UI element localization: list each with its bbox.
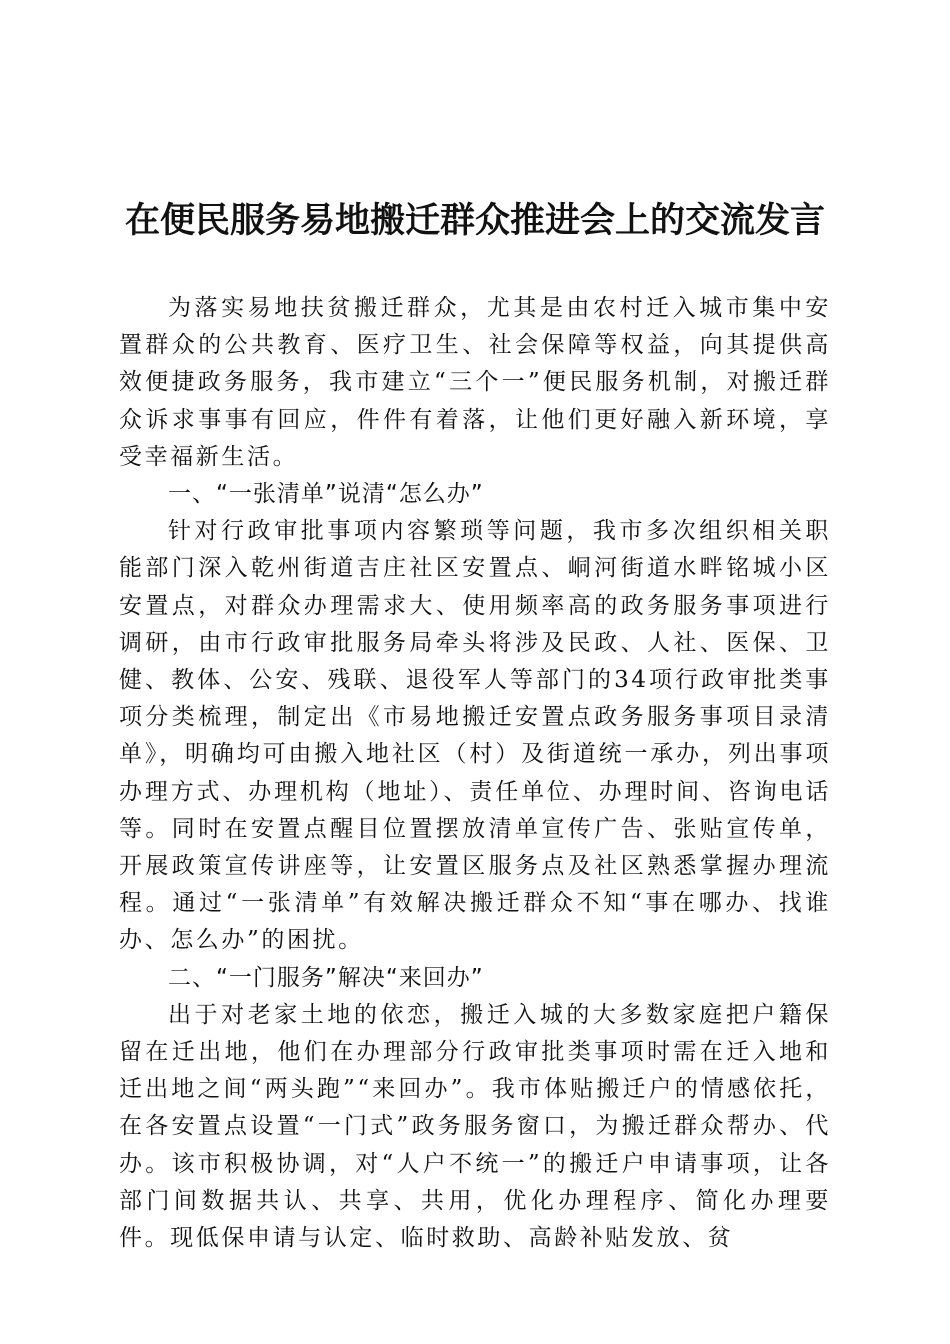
- document-title: 在便民服务易地搬迁群众推进会上的交流发言: [124, 200, 825, 241]
- intro-paragraph: 为落实易地扶贫搬迁群众，尤其是由农村迁入城市集中安置群众的公共教育、医疗卫生、社会保障等权益，向其提供高效便捷政务服务，我市建立“三个一”便民服务机制，对搬迁群众诉求事事有回应，件件有着落，让他们更好融入新环境，享受幸福新生活。: [119, 295, 831, 470]
- section-2-heading: 二、“一门服务”解决“来回办”: [168, 964, 484, 991]
- section-1-heading: 一、“一张清单”说清“怎么办”: [168, 481, 484, 508]
- section-1-paragraph: 针对行政审批事项内容繁琐等问题，我市多次组织相关职能部门深入乾州街道吉庄社区安置点、峒河街道水畔铭城小区安置点，对群众办理需求大、使用频率高的政务服务事项进行调研，由市行政审批服务局牵头将涉及民政、人社、医保、卫健、教体、公安、残联、退役军人等部门的34项行政审批类事项分类梳理，制定出《市易地搬迁安置点政务服务事项目录清单》，明确均可由搬入地社区（村）及街道统一承办，列出事项办理方式、办理机构（地址）、责任单位、办理时间、咨询电话等。同时在安置点醒目位置摆放清单宣传广告、张贴宣传单，开展政策宣传讲座等，让安置区服务点及社区熟悉掌握办理流程。通过“一张清单”有效解决搬迁群众不知“事在哪办、找谁办、怎么办”的困扰。: [119, 518, 831, 954]
- section-2-paragraph: 出于对老家土地的依恋，搬迁入城的大多数家庭把户籍保留在迁出地，他们在办理部分行政审批类事项时需在迁入地和迁出地之间“两头跑”“来回办”。我市体贴搬迁户的情感依托，在各安置点设置“一门式”政务服务窗口，为搬迁群众帮办、代办。该市积极协调，对“人户不统一”的搬迁户申请事项，让各部门间数据共认、共享、共用，优化办理程序、简化办理要件。现低保申请与认定、临时救助、高龄补贴发放、贫: [119, 1001, 831, 1252]
- document-body: [119, 290, 831, 1257]
